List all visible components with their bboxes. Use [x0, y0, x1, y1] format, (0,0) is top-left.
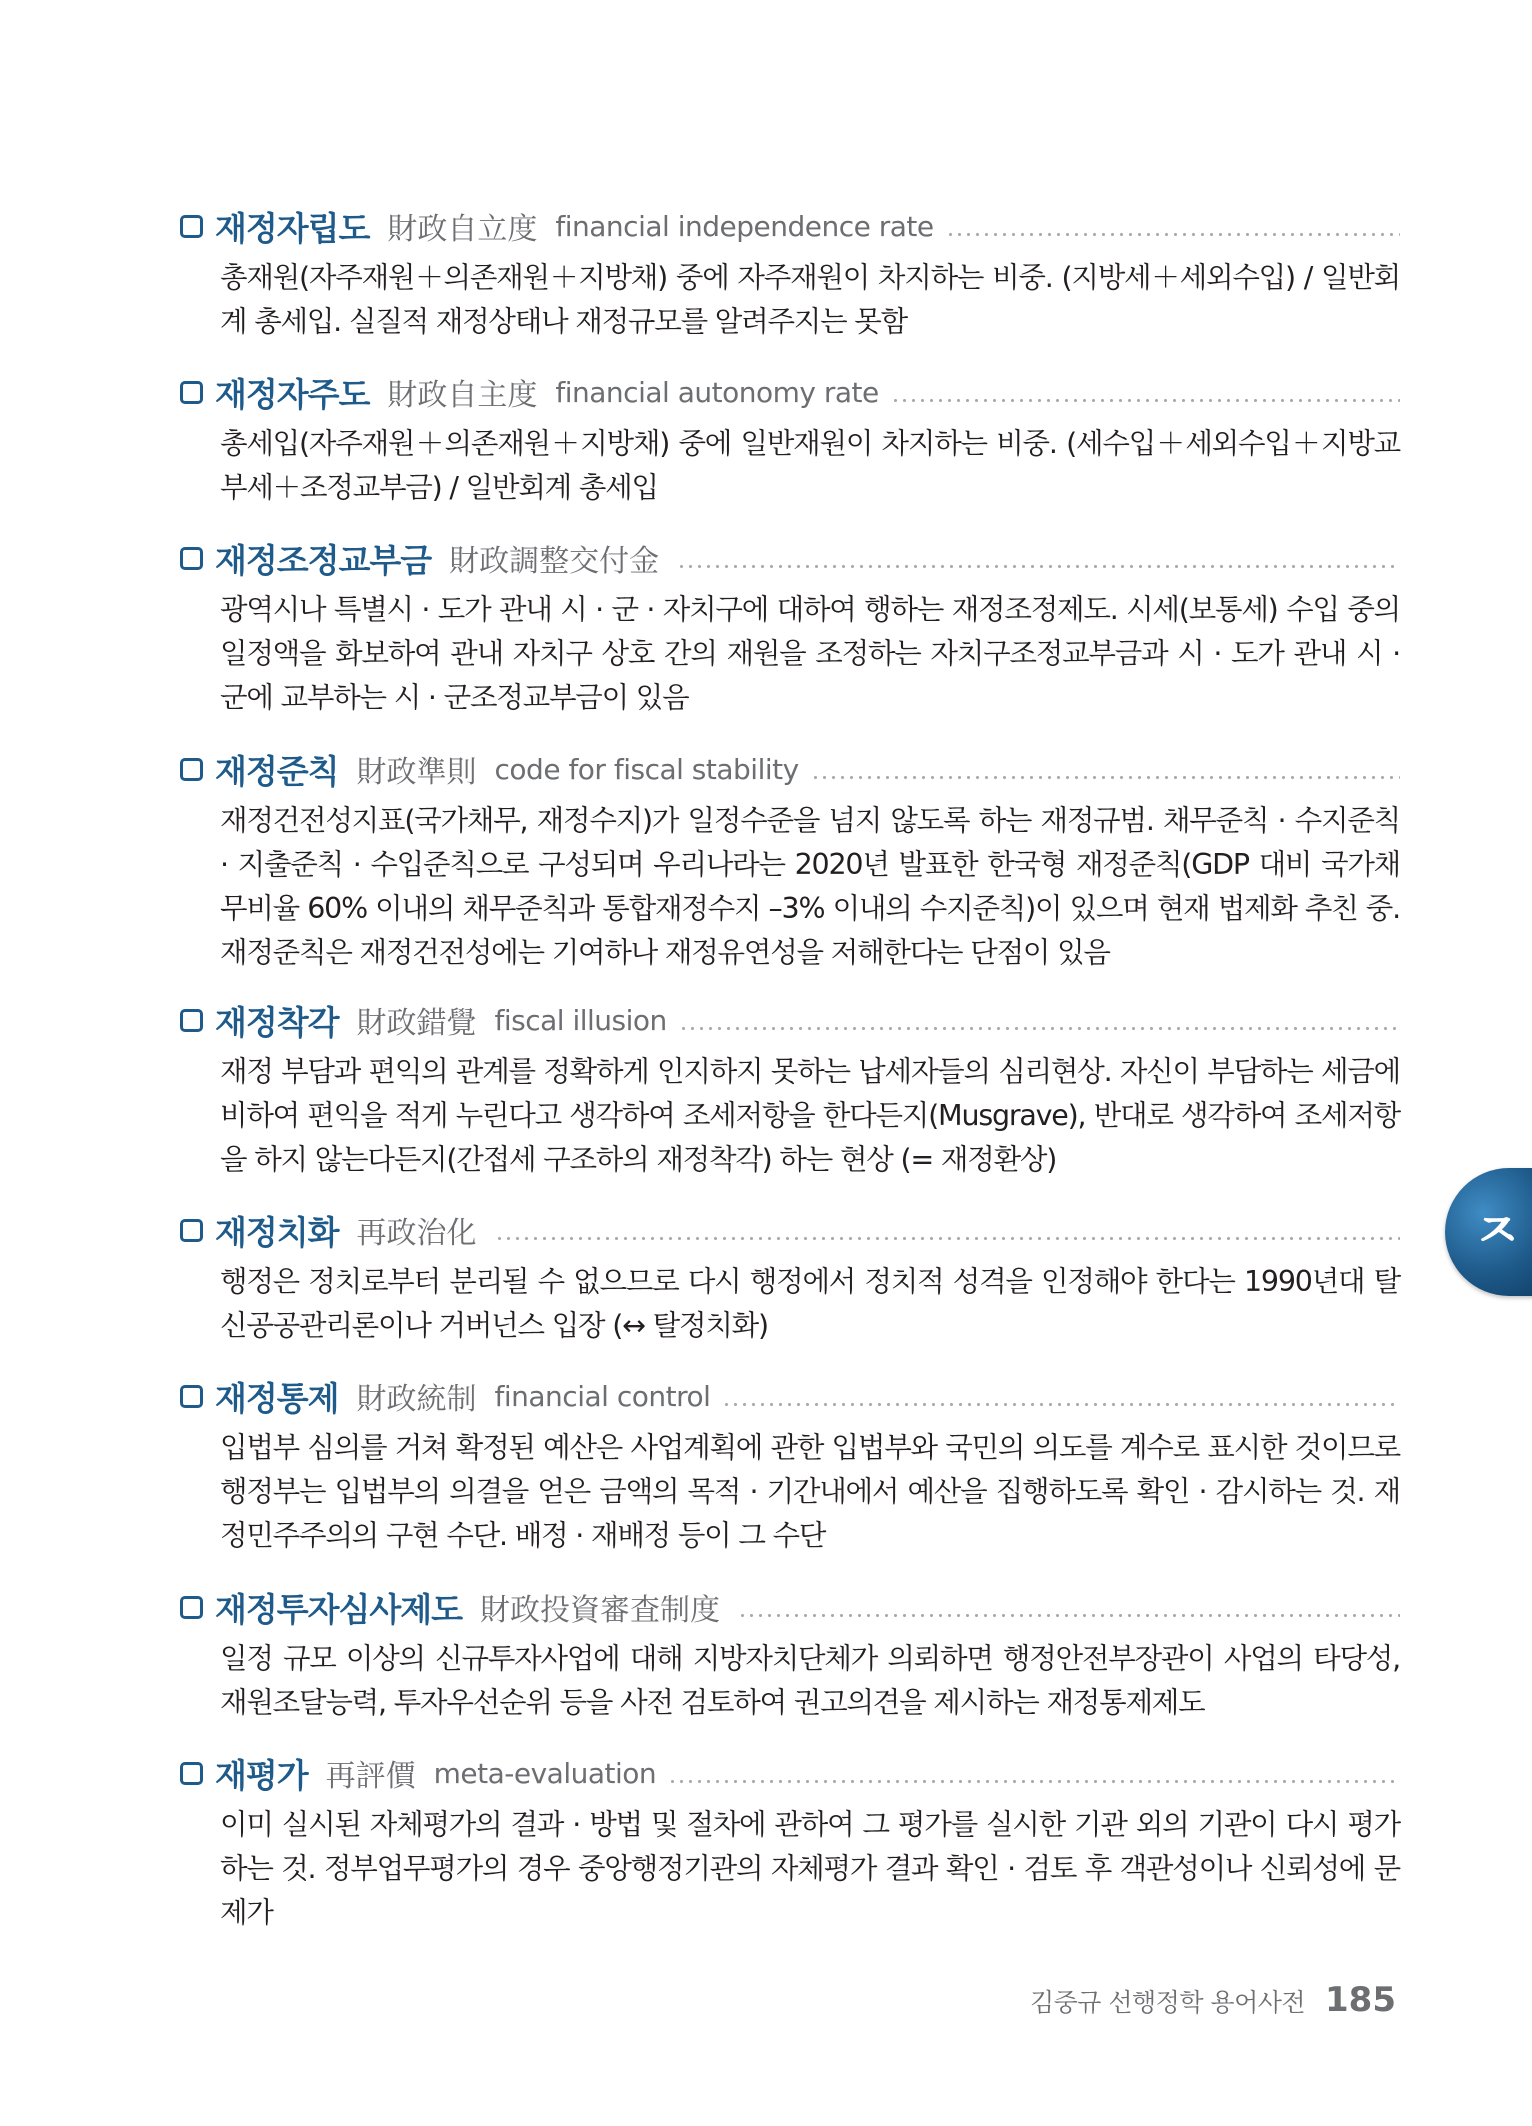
dotted-leader	[677, 532, 1400, 584]
entry-term: 재정준칙	[215, 751, 339, 791]
entry-heading	[180, 743, 1400, 795]
entry-english: code for fiscal stability	[494, 752, 799, 786]
checkbox-square-icon	[180, 381, 203, 404]
checkbox-square-icon	[180, 215, 203, 238]
entry-heading	[180, 1581, 1400, 1633]
entry-jaejeong-jojeong-gyobugeum	[180, 532, 1400, 720]
entry-term: 재평가	[215, 1755, 308, 1795]
entry-term: 재정투자심사제도	[215, 1589, 463, 1629]
entry-hanja: 財政錯覺	[356, 1006, 477, 1041]
entry-jaepyeongga	[180, 1747, 1400, 1935]
entry-description: 총세입(자주재원＋의존재원＋지방채) 중에 일반재원이 차지하는 비중. (세수입＋세외수입＋지방교부세＋조정교부금) / 일반회계 총세입	[220, 427, 1400, 504]
entry-description: 이미 실시된 자체평가의 결과 · 방법 및 절차에 관하여 그 평가를 실시한 기관 외의 기관이 다시 평가하는 것. 정부업무평가의 경우 중앙행정기관의 자체평가 결과 확인 · 검토 후 객관성이나 신뢰성에 문제가	[220, 1808, 1400, 1929]
entry-hanja: 再評價	[325, 1759, 416, 1794]
checkbox-square-icon	[180, 758, 203, 781]
checkbox-square-icon	[180, 547, 203, 570]
entry-term: 재정자립도	[215, 208, 370, 248]
entry-heading	[180, 994, 1400, 1046]
entry-heading	[180, 1747, 1400, 1799]
entry-english: fiscal illusion	[494, 1003, 667, 1037]
entry-jaejeong-junchik	[180, 743, 1400, 975]
entry-jaejeong-jajudo	[180, 366, 1400, 510]
page-number: 185	[1325, 1980, 1396, 2020]
entry-heading	[180, 200, 1400, 252]
entry-english: financial control	[494, 1379, 711, 1413]
entry-jaejeong-tongje	[180, 1370, 1400, 1558]
page-footer	[1030, 1980, 1396, 2020]
dotted-leader	[722, 1370, 1400, 1422]
entry-hanja: 財政準則	[356, 755, 477, 790]
book-title: 김중규 선행정학 용어사전	[1029, 1988, 1306, 2017]
entry-description: 재정 부담과 편익의 관계를 정확하게 인지하지 못하는 납세자들의 심리현상. 자신이 부담하는 세금에 비하여 편익을 적게 누린다고 생각하여 조세저항을 한다든지(Musgrave), 반대로 생각하여 조세저항을 하지 않는다든지(간접세 구조하의 재정착각) 하는 현상 (= 재정환상)	[220, 1055, 1400, 1176]
entry-hanja: 財政自主度	[387, 378, 538, 413]
entry-hanja: 財政統制	[356, 1382, 477, 1417]
entry-heading	[180, 1204, 1400, 1256]
section-index-letter: ㅈ	[1473, 1202, 1522, 1260]
entry-term: 재정치화	[215, 1212, 339, 1252]
entry-term: 재정통제	[215, 1378, 339, 1418]
entry-term: 재정자주도	[215, 374, 370, 414]
checkbox-square-icon	[180, 1219, 203, 1242]
dotted-leader	[668, 1747, 1400, 1799]
entry-hanja: 再政治化	[356, 1216, 477, 1251]
checkbox-square-icon	[180, 1385, 203, 1408]
checkbox-square-icon	[180, 1762, 203, 1785]
entry-description: 총재원(자주재원＋의존재원＋지방채) 중에 자주재원이 차지하는 비중. (지방세＋세외수입) / 일반회계 총세입. 실질적 재정상태나 재정규모를 알려주지는 못함	[220, 261, 1400, 338]
entry-jaejeong-tuja-simsa-jedo	[180, 1581, 1400, 1725]
dotted-leader	[946, 200, 1400, 252]
entry-jaejeongchihwa	[180, 1204, 1400, 1348]
entry-jaejeong-jaripdo	[180, 200, 1400, 344]
entry-heading	[180, 1370, 1400, 1422]
dotted-leader	[679, 994, 1400, 1046]
entry-description: 행정은 정치로부터 분리될 수 없으므로 다시 행정에서 정치적 성격을 인정해야 한다는 1990년대 탈신공공관리론이나 거버넌스 입장 (↔ 탈정치화)	[220, 1265, 1400, 1342]
entry-jaejeong-chakgak	[180, 994, 1400, 1182]
entry-english: financial autonomy rate	[555, 375, 879, 409]
entry-heading	[180, 366, 1400, 418]
entry-description: 입법부 심의를 거쳐 확정된 예산은 사업계획에 관한 입법부와 국민의 의도를 계수로 표시한 것이므로 행정부는 입법부의 의결을 얻은 금액의 목적 · 기간내에서 예산을 집행하도록 확인 · 감시하는 것. 재정민주주의의 구현 수단. 배정 · 재배정 등이 그 수단	[220, 1431, 1400, 1552]
entry-heading	[180, 532, 1400, 584]
entry-description: 광역시나 특별시 · 도가 관내 시 · 군 · 자치구에 대하여 행하는 재정조정제도. 시세(보통세) 수입 중의 일정액을 화보하여 관내 자치구 상호 간의 재원을 조정하는 자치구조정교부금과 시 · 도가 관내 시 · 군에 교부하는 시 · 군조정교부금이 있음	[220, 593, 1400, 714]
dotted-leader	[811, 743, 1400, 795]
entry-hanja: 財政投資審査制度	[480, 1593, 721, 1628]
dotted-leader	[891, 366, 1400, 418]
checkbox-square-icon	[180, 1596, 203, 1619]
checkbox-square-icon	[180, 1009, 203, 1032]
dotted-leader	[495, 1204, 1400, 1256]
entry-hanja: 財政調整交付金	[449, 544, 660, 579]
entry-term: 재정조정교부금	[215, 540, 432, 580]
entry-english: financial independence rate	[555, 209, 934, 243]
entry-english: meta-evaluation	[433, 1756, 657, 1790]
entry-hanja: 財政自立度	[387, 212, 538, 247]
entry-term: 재정착각	[215, 1002, 339, 1042]
entry-description: 재정건전성지표(국가채무, 재정수지)가 일정수준을 넘지 않도록 하는 재정규범. 채무준칙 · 수지준칙 · 지출준칙 · 수입준칙으로 구성되며 우리나라는 2020년 발표한 한국형 재정준칙(GDP 대비 국가채무비율 60% 이내의 채무준칙과 통합재정수지 –3% 이내의 수지준칙)이 있으며 현재 법제화 추친 중. 재정준칙은 재정건전성에는 기여하나 재정유연성을 저해한다는 단점이 있음	[220, 804, 1400, 969]
section-index-tab[interactable]	[1445, 1168, 1532, 1296]
entry-description: 일정 규모 이상의 신규투자사업에 대해 지방자치단체가 의뢰하면 행정안전부장관이 사업의 타당성, 재원조달능력, 투자우선순위 등을 사전 검토하여 권고의견을 제시하는 재정통제제도	[220, 1642, 1400, 1719]
dotted-leader	[738, 1581, 1400, 1633]
